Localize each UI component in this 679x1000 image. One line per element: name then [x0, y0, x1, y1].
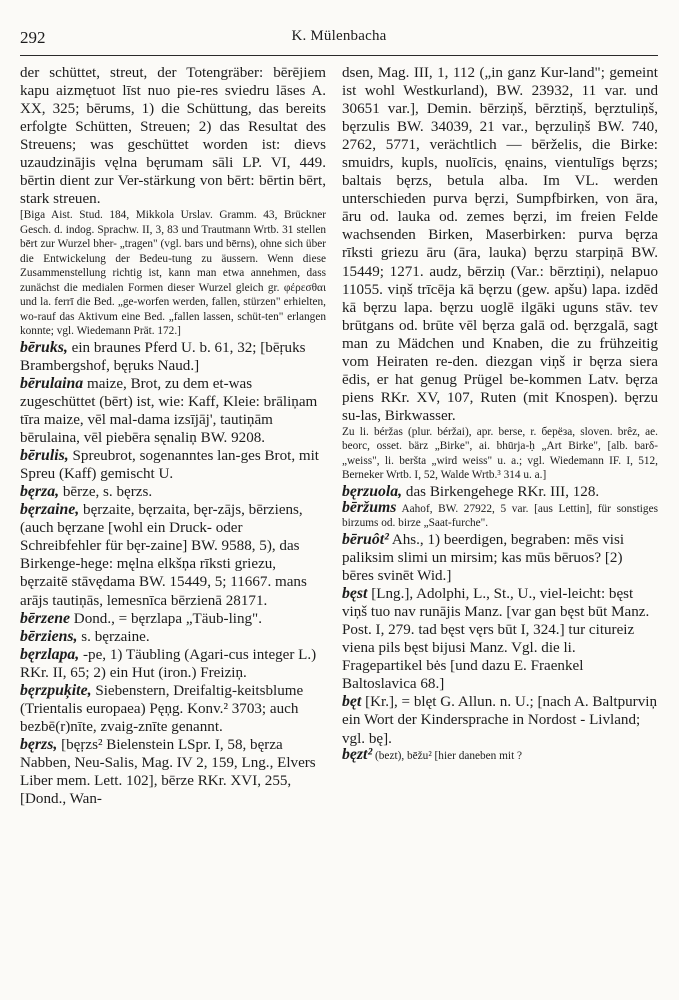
entry-definition: s. bęrzaine.: [81, 628, 150, 645]
dictionary-entry: [342, 498, 658, 531]
entry-headword: bęrzpuķite,: [20, 681, 92, 699]
entry-definition: Ahs., 1) beerdigen, begraben: mēs visi paliksim slimi un mirsim; kas mūs bēruos? [2) bēres svinēt Wid.]: [342, 531, 625, 585]
entry-definition: Siebenstern, Dreifaltig-keitsblume (Trientalis europaea) Pęņg. Konv.² 3703; auch bezbē(r)nīte, zvaig-znīte genannt.: [20, 682, 304, 735]
etymology-note: [Biga Aist. Stud. 184, Mikkola Urslav. Gramm. 43, Brückner Gesch. d. indog. Sprachw. II, 3, 83 und Trautmann Wrtb. 31 stellen bērt zur Wurzel bher- „tragen" (vgl. bars und bērns), ohne sich über die Entwickelung der Bedeu-tung zu äussern. Wenn diese Zusammenstellung richtig ist, kann man etwa annehmen, dass zunächst die medialen Formen dieser Wurzel gleich gr. φέρεσθαι und la. ferrī die Bed. „ge-worfen werden, fallen, stürzen" erhielten, wo-rauf das Aktivum eine Bed. „fallen lassen, schüt-ten" erlangen konnte; vgl. Wiedemann Prät. 172.]: [20, 209, 326, 338]
entry-definition: [bęŗzs² Bielenstein LSpr. I, 58, bęrza Nabben, Neu-Salis, Mag. IV 2, 159, Lng., Elvers Liber mem. Lett. 102], bērze RKr. XVI, 255, [Dond., Wan-: [20, 736, 316, 808]
right-column: [342, 64, 658, 992]
entry-definition: bērze, s. bęrzs.: [62, 484, 153, 501]
entry-headword: bęrza,: [20, 483, 60, 501]
page-number: 292: [20, 28, 46, 47]
dictionary-entry: [20, 375, 326, 447]
entry-definition: bęrzaite, bęrzaita, bęr-zājs, bērziens, (auch bęrzane [wohl ein Druck- oder Schreibfehler für bęr-zaine] BW. 9588, 5), das Birkenge-hege: męlna elkšņa rīksti griezu, bęrzaitē stāvędama BW. 15449, 5; 11667. mans arājs tautiņās, lemesnīca bērzienā 28171.: [20, 502, 307, 609]
entry-definition: [Kr.], = blęt G. Allun. n. U.; [nach A. Baltpurviņ ein Wort der Kindersprache in Nordost - Livland; vgl. bę].: [342, 694, 657, 747]
entry-headword: bęst: [342, 585, 368, 603]
entry-headword: bērzene: [20, 609, 71, 627]
entry-definition: Aahof, BW. 27922, 5 var. [aus Lettin], für sonstiges birzums od. birze „Saat-furche".: [342, 502, 658, 530]
entry-headword: bērulis,: [20, 447, 69, 465]
header-rule: [20, 55, 658, 56]
entry-headword: bērziens,: [20, 627, 78, 645]
entry-headword: bērulaina: [20, 374, 84, 392]
entry-headword: bęrzs,: [20, 735, 58, 753]
entry-headword: bęrzlapa,: [20, 645, 80, 663]
dictionary-entry: [20, 736, 326, 808]
dictionary-entry: [20, 628, 326, 646]
entry-headword: bęzt²: [342, 745, 373, 763]
entry-continuation: dsen, Mag. III, 1, 112 („in ganz Kur-land"; gemeint ist wohl Westkurland), BW. 23932, 11 var. und 30651 var.], Demin. bērziņš, bērztiņš, bęrztuliņš, bęrzulis BW. 34039, 21 var., bęrzuliņš BW. 740, 2762, 5771, verächtlich — bērželis, die Birke: smuidrs, kupls, nuolīcis, ęnains, vientulīgs bęrzs; baltais bęrzs, betula alba. Im VL. werden unterschieden purva bęrzi, Sumpfbirken, von āra, āru od. lauka od. zemes bęrzi, im freien Felde wachsenden Birken, Maserbirken: purva bęrza rīksti griezu āru (āra, lauka) bęrzu starpiņā BW. 15449; 1271. audz, bērziņ (Var.: bērztiņi), nelapuo 11055. viņš trīcēja kā bęrzu (gew. apšu) lapa. izdēd kā bęrzu lapa. bęrzu uoglē ilgāki uguns stāv. tev brūtgans od. brūte vēl bęrza galā od. bęrzgalā, sagt man zu Mädchen und Knaben, die zu frühzeitig vom Heiraten re-den. diezgan viņš ir bęrza siera ēdis, er hat genug Prügel be-kommen Latv. bęrza piens RKr. XV, 107, Ruten (mit Knospen). bęrzu su-las, Birkwasser.: [342, 65, 658, 424]
entry-headword: bęrzaine,: [20, 501, 80, 519]
dictionary-entry: [20, 339, 326, 375]
entry-headword: bēruks,: [20, 338, 68, 356]
dictionary-entry: [20, 682, 326, 736]
dictionary-entry: [20, 646, 326, 682]
etymology-note: Zu li. béržas (plur. béržai), apr. berse, r. берёза, sloven. brêz, ae. beorc, osset. bärz „Birke", ai. bhūrja-ḥ „Art Birke", [alb. barδ- „weiss", li. beršta „wird weiss" u. a.; vgl. Wiedemann IF. I, 512, Berneker Wrtb. I, 52, Walde Wrtb.³ 314 u. a.]: [342, 425, 658, 482]
dictionary-entry: [20, 610, 326, 628]
dictionary-entry: [20, 447, 326, 483]
entry-headword: bēržums: [342, 498, 397, 516]
entry-headword: bęrzuola,: [342, 482, 403, 500]
entry-headword: bęt: [342, 693, 362, 711]
entry-definition: [Lng.], Adolphi, L., St., U., viel-leicht: bęst viņš tuo nav runājis Manz. [var gan bęst būt Manz. Post. I, 279. tad bęst vęrs būt I, 324.] tur citureiz viena pils bęst bijusi Manz. Vgl. die li. Fragepartikel bės [und dazu E. Fraenkel Baltoslavica 68.]: [342, 586, 650, 693]
dictionary-entry: [342, 745, 658, 764]
dictionary-entry: [342, 531, 658, 585]
dictionary-entry: [342, 585, 658, 693]
entry-continuation: der schüttet, streut, der Totengräber: bērējiem kapu aizmętuot līst nuo pie-res sviedru lāses A. XX, 325; bērums, 1) die Schüttung, das bereits erfolgte Schütten, Streuen; 2) das Resultat des Streuens; was geschüttet worden ist: dievs uzaudzinājis vęlna bęrumam sāli LP. VI, 449. bērtin dient zur Ver-stärkung von bērt: bērtin bērt, stark streuen.: [20, 65, 326, 208]
entry-definition: Spreubrot, sogenanntes lan-ges Brot, mit Spreu (Kaff) gemischt U.: [20, 448, 319, 483]
entry-definition: ein braunes Pferd U. b. 61, 32; [bēŗuks Brambergshof, bęŗuks Naud.]: [20, 339, 306, 374]
page-header: [20, 28, 658, 52]
entry-definition: -pe, 1) Täubling (Agari-cus integer L.) RKr. II, 65; 2) ein Hut (iron.) Freiziņ.: [20, 646, 317, 681]
entry-definition: das Birkengehege RKr. III, 128.: [405, 483, 600, 500]
entry-headword: bēruôt²: [342, 530, 389, 548]
dictionary-entry: [20, 483, 326, 501]
running-head: K. Mülenbacha: [291, 28, 387, 44]
left-column: [20, 64, 326, 992]
entry-definition: (bezt), bēžu² [hier daneben mit ?: [375, 749, 523, 762]
dictionary-entry: [20, 501, 326, 609]
entry-definition: maize, Brot, zu dem et-was zugeschüttet (bērt) ist, wie: Kaff, Kleie: brāliņam tīra maize, vēl mal-dama izsījāj', tautiņām bērulaina, vēl piebēra sęnaliņ BW. 9208.: [20, 375, 318, 447]
dictionary-entry: [342, 693, 658, 747]
entry-definition: Dond., = bęrzlapa „Täub-ling".: [73, 610, 262, 627]
